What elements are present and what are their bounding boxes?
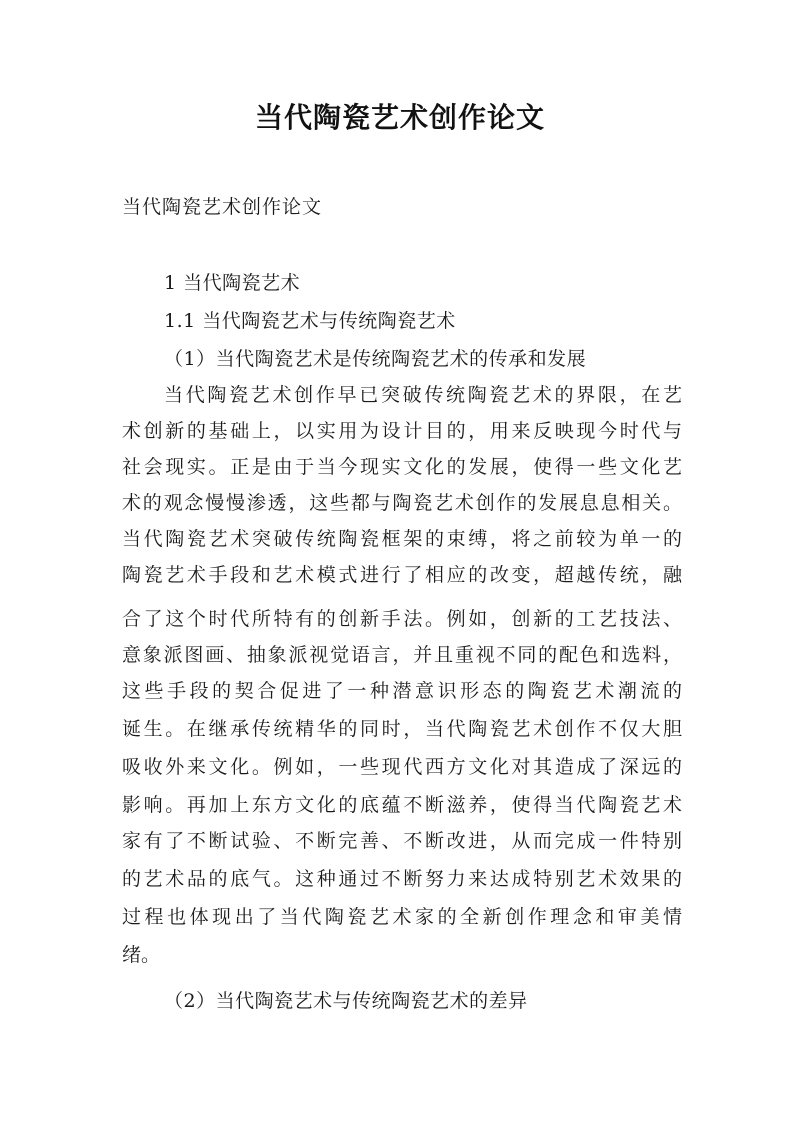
paragraph-line: 术的观念慢慢渗透，这些都与陶瓷艺术创作的发展息息相关。 [122, 492, 682, 514]
subheading-2: （2）当代陶瓷艺术与传统陶瓷艺术的差异 [164, 990, 528, 1012]
document-subtitle: 当代陶瓷艺术创作论文 [122, 196, 323, 218]
paragraph-line: 合了这个时代所特有的创新手法。例如，创新的工艺技法、 [122, 608, 682, 630]
document-title: 当代陶瓷艺术创作论文 [254, 101, 545, 134]
paragraph-line: 术创新的基础上，以实用为设计目的，用来反映现今时代与 [122, 420, 682, 442]
subheading-1: （1）当代陶瓷艺术是传统陶瓷艺术的传承和发展 [164, 348, 587, 370]
section-heading-1-1: 1.1 当代陶瓷艺术与传统陶瓷艺术 [164, 310, 456, 332]
paragraph-line: 诞生。在继承传统精华的同时，当代陶瓷艺术创作不仅大胆 [122, 718, 682, 740]
section-heading-1: 1 当代陶瓷艺术 [164, 272, 301, 294]
paragraph-line: 陶瓷艺术手段和艺术模式进行了相应的改变，超越传统，融 [122, 564, 682, 586]
paragraph-line: 的艺术品的底气。这种通过不断努力来达成特别艺术效果的 [122, 868, 682, 890]
paragraph-line: 这些手段的契合促进了一种潜意识形态的陶瓷艺术潮流的 [122, 680, 682, 702]
paragraph-line: 家有了不断试验、不断完善、不断改进，从而完成一件特别 [122, 830, 682, 852]
paragraph-line: 当代陶瓷艺术突破传统陶瓷框架的束缚，将之前较为单一的 [122, 528, 682, 550]
paragraph-line: 影响。再加上东方文化的底蕴不断滋养，使得当代陶瓷艺术 [122, 794, 682, 816]
paragraph-line: 绪。 [122, 944, 161, 966]
paragraph-line: 社会现实。正是由于当今现实文化的发展，使得一些文化艺 [122, 456, 682, 478]
paragraph-line: 当代陶瓷艺术创作早已突破传统陶瓷艺术的界限，在艺 [164, 384, 682, 406]
paragraph-line: 吸收外来文化。例如，一些现代西方文化对其造成了深远的 [122, 756, 682, 778]
paragraph-line: 过程也体现出了当代陶瓷艺术家的全新创作理念和审美情 [122, 906, 682, 928]
paragraph-line: 意象派图画、抽象派视觉语言，并且重视不同的配色和选料， [122, 644, 682, 666]
